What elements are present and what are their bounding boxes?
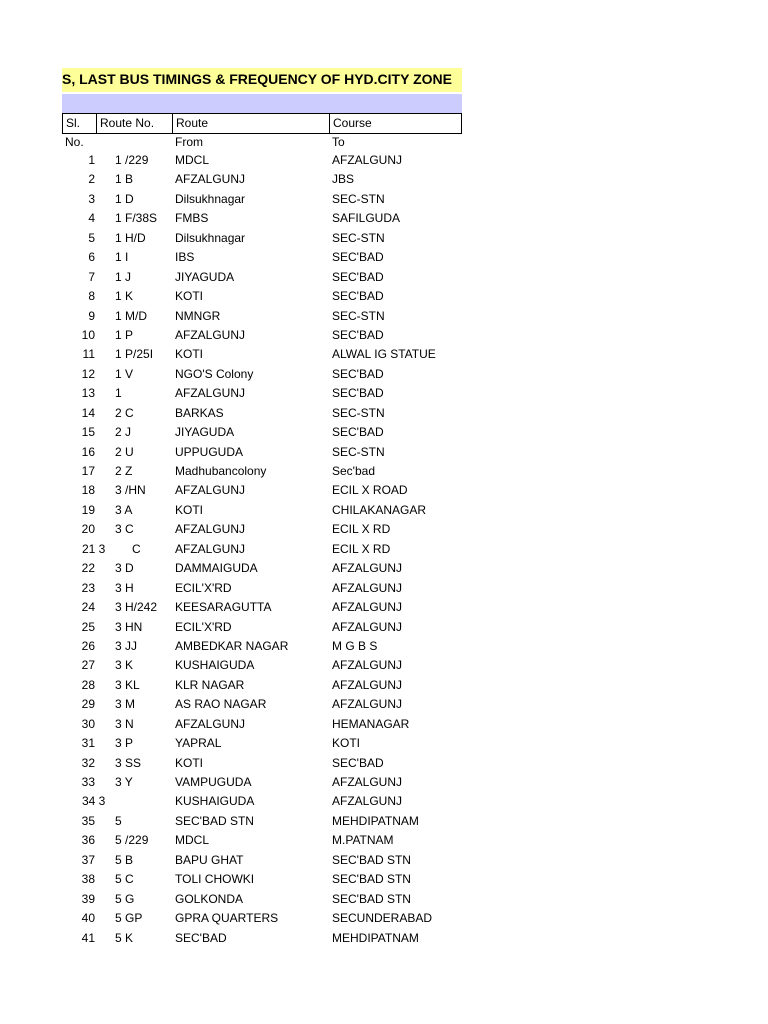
route-number-cell: 1 P/25I — [115, 347, 154, 362]
table-row — [62, 287, 462, 306]
serial-number-cell: 23 — [81, 580, 95, 595]
course-to-cell: SEC'BAD — [332, 425, 384, 440]
serial-number-cell: 17 — [81, 464, 95, 478]
route-from-cell: Dilsukhnagar — [175, 191, 246, 206]
serial-number-cell: 29 — [81, 697, 95, 712]
header-sl: Sl. — [66, 116, 81, 130]
route-from-cell: AFZALGUNJ — [175, 522, 246, 537]
table-row — [62, 754, 462, 773]
course-to-cell: ECIL X RD — [332, 541, 391, 556]
route-from-cell: AS RAO NAGAR — [175, 697, 267, 712]
serial-number-cell: 22 — [81, 561, 95, 576]
table-row — [62, 520, 462, 539]
serial-number-cell: 36 — [81, 833, 95, 848]
column-subheader-row — [62, 133, 462, 151]
route-number-cell: 1 K — [115, 289, 134, 304]
table-row — [62, 481, 462, 500]
table-row — [62, 598, 462, 617]
serial-number-cell: 10 — [81, 327, 95, 342]
route-number-cell: 2 J — [115, 425, 132, 440]
route-number-cell: 3 N — [115, 716, 134, 731]
route-from-cell: FMBS — [175, 211, 209, 226]
route-number-cell: 3 M — [115, 697, 136, 712]
serial-number-cell: 32 — [81, 755, 95, 770]
route-number-cell: C — [132, 541, 141, 556]
table-row — [62, 812, 462, 831]
serial-number-cell: 27 — [81, 658, 95, 673]
course-to-cell: MEHDIPATNAM — [332, 930, 419, 945]
route-number-cell: 1 F/38S — [115, 211, 158, 226]
route-number-cell: 1 I — [115, 250, 129, 265]
course-to-cell: CHILAKANAGAR — [332, 502, 427, 517]
serial-number-cell: 9 — [88, 308, 95, 323]
route-from-cell: KOTI — [175, 289, 204, 304]
route-from-cell: Madhubancolony — [175, 464, 267, 478]
route-from-cell: ECIL'X'RD — [175, 580, 232, 595]
table-row — [62, 792, 462, 811]
table-row — [62, 540, 462, 559]
route-from-cell: AFZALGUNJ — [175, 172, 246, 187]
table-row — [62, 715, 462, 734]
header-route: Route — [172, 114, 329, 133]
route-number-cell: 1 M/D — [115, 308, 148, 323]
course-to-cell: AFZALGUNJ — [332, 580, 403, 595]
course-to-cell: SEC'BAD — [332, 755, 384, 770]
route-from-cell: GPRA QUARTERS — [175, 911, 279, 926]
route-from-cell: AFZALGUNJ — [175, 327, 246, 342]
table-row — [62, 307, 462, 326]
header-route-no: Route No. — [96, 114, 172, 133]
route-from-cell: KOTI — [175, 502, 204, 517]
route-number-cell: 1 V — [115, 366, 134, 381]
table-row — [62, 384, 462, 403]
table-row — [62, 929, 462, 948]
route-number-cell: 1 J — [115, 269, 132, 284]
course-to-cell: SEC-STN — [332, 308, 385, 323]
serial-number-cell: 37 — [81, 852, 95, 867]
course-to-cell: SEC'BAD — [332, 327, 384, 342]
serial-number-cell: 31 — [81, 736, 95, 751]
route-number-cell: 5 — [115, 813, 122, 828]
route-number-cell: 3 KL — [115, 677, 140, 692]
route-from-cell: KUSHAIGUDA — [175, 794, 255, 809]
course-to-cell: SEC'BAD STN — [332, 872, 411, 887]
route-number-cell: 3 C — [115, 522, 134, 537]
route-number-cell: 1 — [115, 386, 122, 401]
route-number-cell: 3 JJ — [115, 638, 138, 653]
course-to-cell: SEC-STN — [332, 230, 385, 245]
table-row — [62, 229, 462, 248]
table-row — [62, 695, 462, 714]
table-row — [62, 248, 462, 267]
table-row — [62, 345, 462, 364]
column-header-row — [62, 113, 462, 134]
route-from-cell: UPPUGUDA — [175, 444, 244, 459]
serial-number-cell: 2 — [88, 172, 95, 187]
course-to-cell: Sec'bad — [332, 464, 375, 478]
route-from-cell: KOTI — [175, 347, 204, 362]
table-row — [62, 365, 462, 384]
route-from-cell: YAPRAL — [175, 736, 222, 751]
route-from-cell: NMNGR — [175, 308, 221, 323]
course-to-cell: ECIL X RD — [332, 522, 391, 537]
serial-number-cell: 13 — [81, 386, 95, 401]
serial-number-cell: 26 — [81, 638, 95, 653]
route-from-cell: KUSHAIGUDA — [175, 658, 255, 673]
course-to-cell: SECUNDERABAD — [332, 911, 433, 926]
route-number-cell: 3 SS — [115, 755, 142, 770]
course-to-cell: SEC'BAD STN — [332, 891, 411, 906]
course-to-cell: SEC'BAD — [332, 386, 384, 401]
route-from-cell: AFZALGUNJ — [175, 386, 246, 401]
route-number-cell: 1 D — [115, 191, 134, 206]
sheet-title: S, LAST BUS TIMINGS & FREQUENCY OF HYD.CITY ZONE — [62, 71, 452, 87]
route-table-body — [62, 151, 462, 948]
course-to-cell: SEC-STN — [332, 405, 385, 420]
route-number-cell: 3 /HN — [115, 483, 146, 498]
route-number-cell: 3 K — [115, 658, 134, 673]
course-to-cell: AFZALGUNJ — [332, 677, 403, 692]
table-row — [62, 773, 462, 792]
course-to-cell: SEC'BAD — [332, 269, 384, 284]
course-to-cell: M G B S — [332, 638, 378, 653]
route-number-cell: 2 C — [115, 405, 134, 420]
serial-number-cell: 16 — [81, 444, 95, 459]
blank-header-band — [62, 94, 462, 113]
serial-number-cell: 5 — [88, 230, 95, 245]
table-row — [62, 462, 462, 481]
serial-number-cell: 34 3 — [82, 794, 106, 809]
route-from-cell: JIYAGUDA — [175, 425, 235, 440]
route-number-cell: 3 HN — [115, 619, 143, 634]
route-number-cell: 1 P — [115, 327, 134, 342]
route-from-cell: SEC'BAD — [175, 930, 227, 945]
course-to-cell: AFZALGUNJ — [332, 153, 403, 167]
route-from-cell: NGO'S Colony — [175, 366, 254, 381]
serial-number-cell: 21 3 — [82, 541, 106, 556]
route-number-cell: 2 Z — [115, 464, 133, 478]
serial-number-cell: 35 — [81, 813, 95, 828]
course-to-cell: SEC'BAD — [332, 289, 384, 304]
serial-number-cell: 19 — [81, 502, 95, 517]
serial-number-cell: 40 — [81, 911, 95, 926]
course-to-cell: SAFILGUDA — [332, 211, 401, 226]
serial-number-cell: 41 — [81, 930, 95, 945]
serial-number-cell: 8 — [88, 289, 95, 304]
route-from-cell: MDCL — [175, 833, 210, 848]
serial-number-cell: 12 — [81, 366, 95, 381]
course-to-cell: SEC'BAD — [332, 366, 384, 381]
serial-number-cell: 20 — [81, 522, 95, 537]
course-to-cell: AFZALGUNJ — [332, 697, 403, 712]
course-to-cell: KOTI — [332, 736, 361, 751]
course-to-cell: ALWAL IG STATUE — [332, 347, 436, 362]
serial-number-cell: 30 — [81, 716, 95, 731]
course-to-cell: SEC'BAD — [332, 250, 384, 265]
serial-number-cell: 24 — [81, 600, 95, 615]
route-from-cell: TOLI CHOWKI — [175, 872, 255, 887]
route-from-cell: ECIL'X'RD — [175, 619, 232, 634]
route-number-cell: 3 Y — [115, 775, 133, 789]
course-to-cell: JBS — [332, 172, 355, 187]
course-to-cell: AFZALGUNJ — [332, 561, 403, 576]
course-to-cell: AFZALGUNJ — [332, 658, 403, 673]
course-to-cell: AFZALGUNJ — [332, 619, 403, 634]
table-row — [62, 656, 462, 675]
table-row — [62, 170, 462, 189]
table-row — [62, 870, 462, 889]
route-number-cell: 2 U — [115, 444, 134, 459]
route-number-cell: 5 B — [115, 852, 134, 867]
route-number-cell: 3 H — [115, 580, 134, 595]
route-from-cell: BAPU GHAT — [175, 852, 244, 867]
serial-number-cell: 11 — [82, 347, 95, 362]
serial-number-cell: 39 — [81, 891, 95, 906]
table-row — [62, 851, 462, 870]
table-row — [62, 151, 462, 170]
table-row — [62, 890, 462, 909]
route-number-cell: 5 GP — [115, 911, 143, 926]
serial-number-cell: 14 — [81, 405, 95, 420]
table-row — [62, 209, 462, 228]
route-from-cell: BARKAS — [175, 405, 224, 420]
route-from-cell: VAMPUGUDA — [175, 775, 252, 789]
table-row — [62, 501, 462, 520]
serial-number-cell: 28 — [81, 677, 95, 692]
route-number-cell: 5 C — [115, 872, 134, 887]
course-to-cell: M.PATNAM — [332, 833, 394, 848]
route-number-cell: 3 P — [115, 736, 134, 751]
course-to-cell: SEC-STN — [332, 191, 385, 206]
serial-number-cell: 6 — [88, 250, 95, 265]
serial-number-cell: 25 — [81, 619, 95, 634]
route-number-cell: 5 G — [115, 891, 135, 906]
course-to-cell: SEC-STN — [332, 444, 385, 459]
header-course: Course — [329, 114, 461, 133]
course-to-cell: HEMANAGAR — [332, 716, 410, 731]
route-from-cell: AMBEDKAR NAGAR — [175, 638, 289, 653]
route-number-cell: 5 /229 — [115, 833, 149, 848]
table-row — [62, 734, 462, 753]
route-from-cell: KOTI — [175, 755, 204, 770]
serial-number-cell: 4 — [88, 211, 95, 226]
serial-number-cell: 38 — [81, 872, 95, 887]
serial-number-cell: 1 — [88, 153, 95, 167]
route-from-cell: DAMMAIGUDA — [175, 561, 258, 576]
course-to-cell: AFZALGUNJ — [332, 600, 403, 615]
table-row — [62, 443, 462, 462]
route-from-cell: KEESARAGUTTA — [175, 600, 272, 615]
subheader-no: No. — [65, 135, 84, 149]
route-number-cell: 3 D — [115, 561, 134, 576]
course-to-cell: SEC'BAD STN — [332, 852, 411, 867]
route-from-cell: AFZALGUNJ — [175, 716, 246, 731]
table-row — [62, 190, 462, 209]
route-from-cell: Dilsukhnagar — [175, 230, 246, 245]
route-number-cell: 5 K — [115, 930, 134, 945]
table-row — [62, 326, 462, 345]
route-number-cell: 1 H/D — [115, 230, 146, 245]
table-row — [62, 831, 462, 850]
subheader-from: From — [175, 135, 203, 149]
table-row — [62, 618, 462, 637]
course-to-cell: AFZALGUNJ — [332, 775, 403, 789]
route-number-cell: 1 B — [115, 172, 134, 187]
route-number-cell: 3 A — [115, 502, 133, 517]
serial-number-cell: 3 — [88, 191, 95, 206]
course-to-cell: MEHDIPATNAM — [332, 813, 419, 828]
course-to-cell: ECIL X ROAD — [332, 483, 408, 498]
route-number-cell: 1 /229 — [115, 153, 149, 167]
route-from-cell: KLR NAGAR — [175, 677, 245, 692]
route-from-cell: SEC'BAD STN — [175, 813, 254, 828]
table-row — [62, 404, 462, 423]
table-row — [62, 423, 462, 442]
route-from-cell: MDCL — [175, 153, 210, 167]
table-row — [62, 268, 462, 287]
course-to-cell: AFZALGUNJ — [332, 794, 403, 809]
table-row — [62, 676, 462, 695]
route-from-cell: AFZALGUNJ — [175, 483, 246, 498]
subheader-to: To — [332, 135, 345, 149]
route-number-cell: 3 H/242 — [115, 600, 158, 615]
serial-number-cell: 15 — [81, 425, 95, 440]
route-from-cell: AFZALGUNJ — [175, 541, 246, 556]
serial-number-cell: 7 — [88, 269, 95, 284]
route-from-cell: GOLKONDA — [175, 891, 244, 906]
table-row — [62, 909, 462, 928]
serial-number-cell: 18 — [81, 483, 95, 498]
serial-number-cell: 33 — [81, 775, 95, 789]
route-from-cell: JIYAGUDA — [175, 269, 235, 284]
table-row — [62, 637, 462, 656]
table-row — [62, 559, 462, 578]
table-row — [62, 579, 462, 598]
route-from-cell: IBS — [175, 250, 195, 265]
